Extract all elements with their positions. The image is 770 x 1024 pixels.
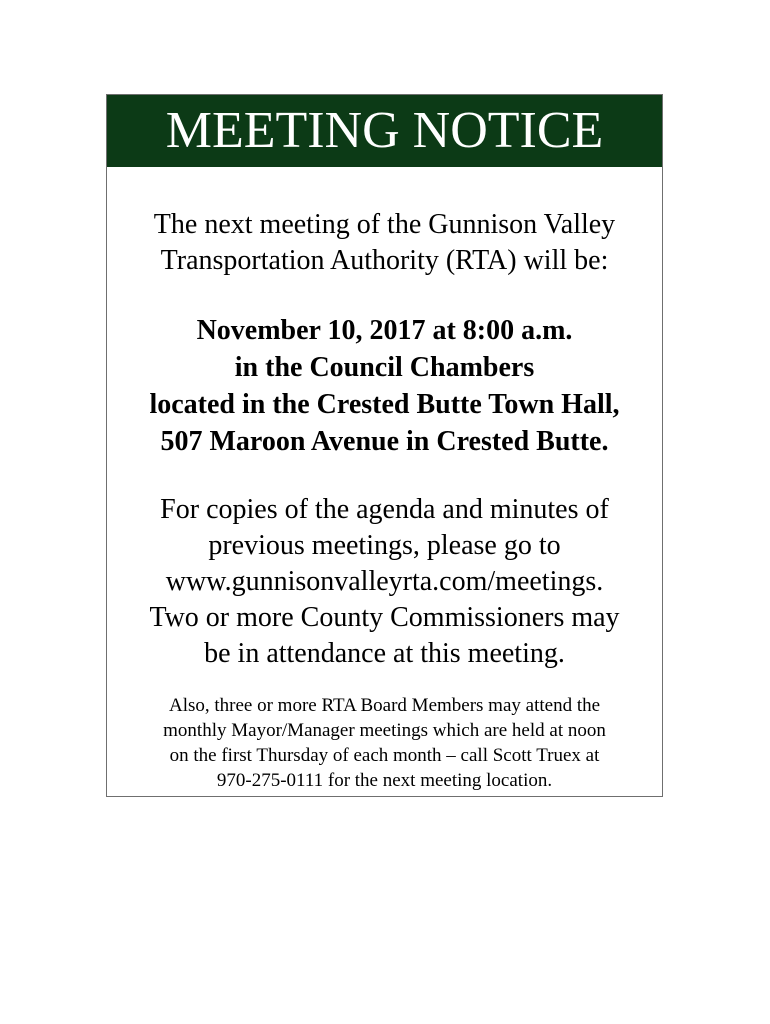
- meeting-date-time: November 10, 2017 at 8:00 a.m.: [196, 315, 573, 346]
- additional-info-paragraph: [107, 693, 662, 793]
- intro-line: The next meeting of the Gunnison Valley: [153, 209, 616, 240]
- copies-line: For copies of the agenda and minutes of: [160, 494, 609, 525]
- contact-phone-line: 970-275-0111 for the next meeting location.: [216, 770, 553, 791]
- intro-paragraph: [107, 207, 662, 279]
- website-url: www.gunnisonvalleyrta.com/meetings.: [165, 566, 604, 597]
- additional-info-line: on the first Thursday of each month – call Scott Truex at: [169, 745, 600, 766]
- meeting-address: 507 Maroon Avenue in Crested Butte.: [160, 426, 609, 457]
- copies-line: be in attendance at this meeting.: [204, 638, 565, 669]
- meeting-room: in the Council Chambers: [234, 352, 535, 383]
- meeting-notice-box: [106, 94, 663, 797]
- copies-line: Two or more County Commissioners may: [149, 602, 620, 633]
- meeting-building: located in the Crested Butte Town Hall,: [149, 389, 620, 420]
- intro-line: Transportation Authority (RTA) will be:: [160, 245, 609, 276]
- additional-info-line: monthly Mayor/Manager meetings which are held at noon: [163, 720, 606, 741]
- additional-info-line: Also, three or more RTA Board Members may attend the: [168, 695, 601, 716]
- notice-title: MEETING NOTICE: [107, 95, 662, 167]
- meeting-details: [107, 312, 662, 460]
- copies-paragraph: [107, 492, 662, 672]
- copies-line: previous meetings, please go to: [208, 530, 561, 561]
